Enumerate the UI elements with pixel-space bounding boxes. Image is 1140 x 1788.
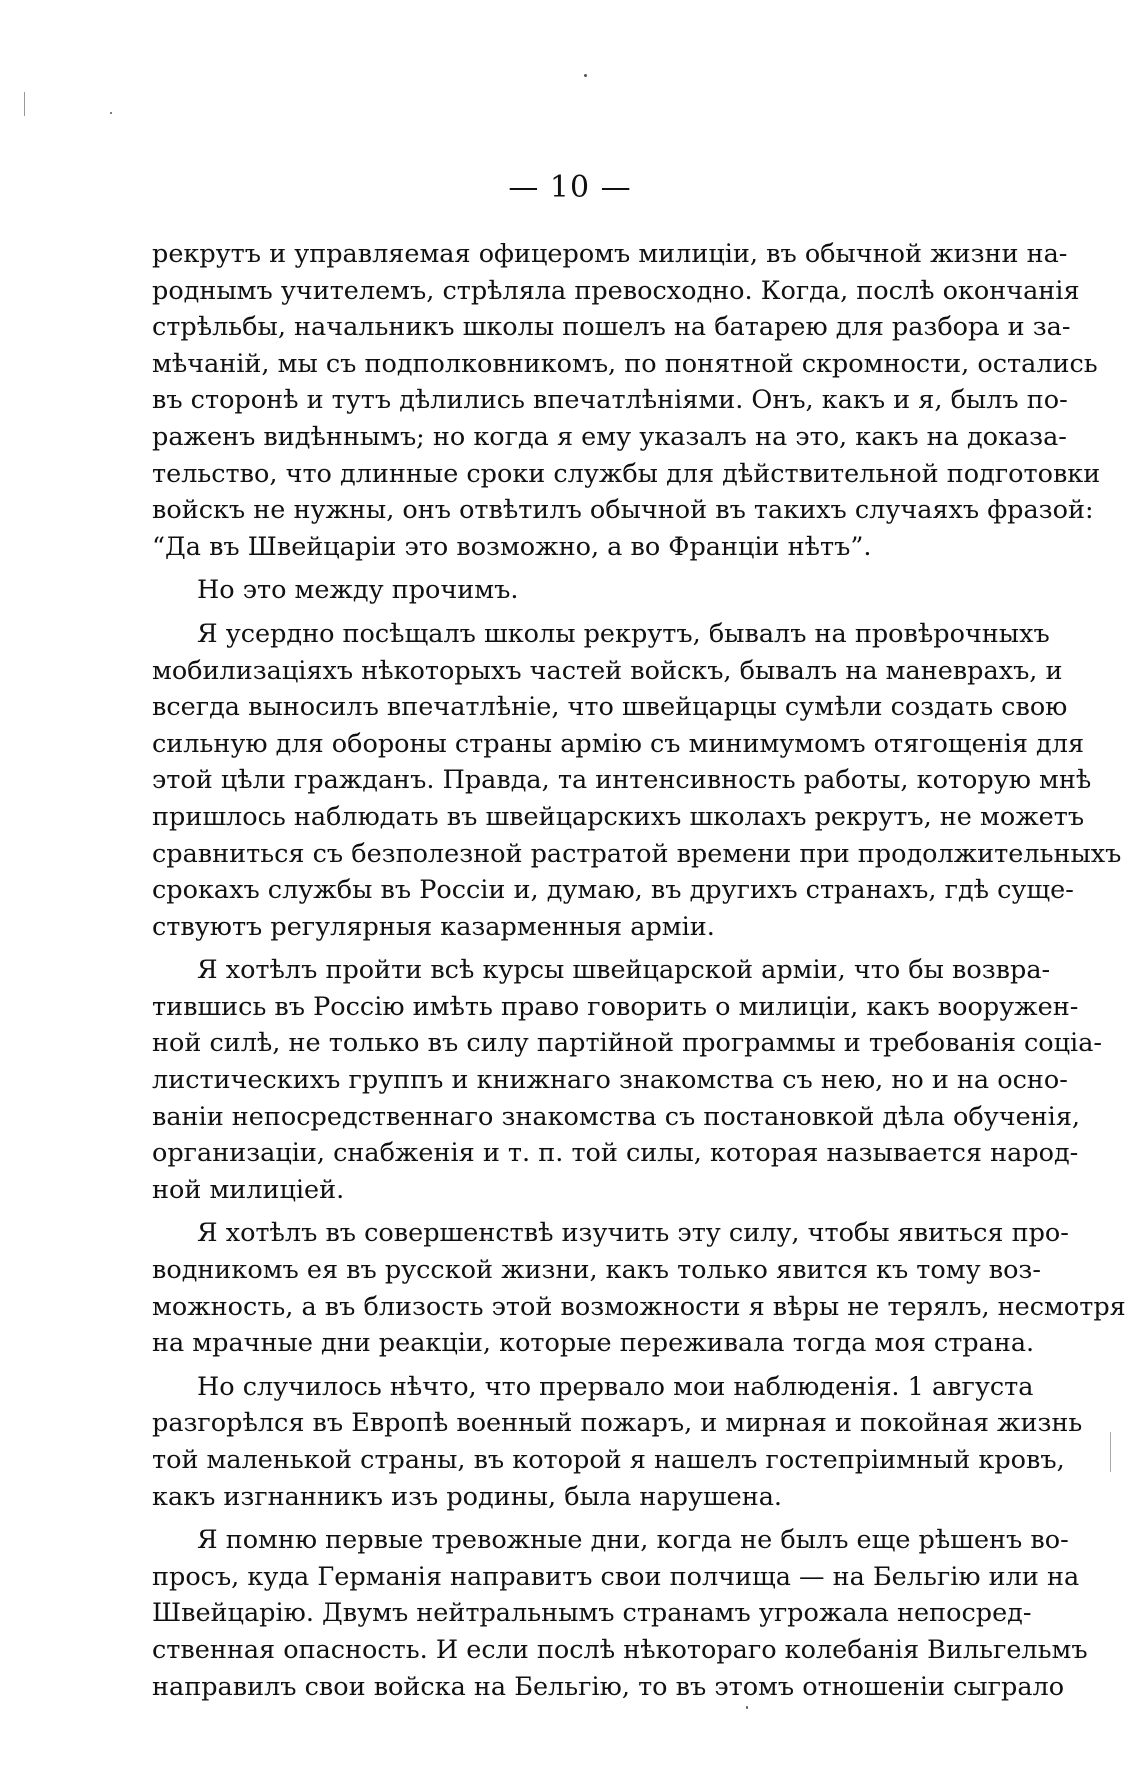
- text-line: ствуютъ регулярныя казарменныя арміи.: [152, 911, 715, 942]
- text-line: можность, а въ близость этой возможности я вѣры не терялъ, несмотря: [152, 1291, 1126, 1322]
- text-line: сравниться съ безполезной растратой времени при продолжительныхъ: [152, 838, 1122, 869]
- text-line: рекрутъ и управляемая офицеромъ милиціи, въ обычной жизни на-: [152, 239, 1068, 269]
- text-line: Швейцарію. Двумъ нейтральнымъ странамъ угрожала непосред-: [152, 1598, 1032, 1629]
- text-line: срокахъ службы въ Россіи и, думаю, въ другихъ странахъ, гдѣ суще-: [152, 875, 1074, 906]
- text-line: роднымъ учителемъ, стрѣляла превосходно. Когда, послѣ окончанія: [152, 275, 1080, 306]
- text-line: ваніи непосредственнаго знакомства съ постановкой дѣла обученія,: [152, 1101, 1081, 1132]
- text-line: стрѣльбы, начальникъ школы пошелъ на батарею для разбора и за-: [152, 312, 1071, 343]
- scan-speck: [110, 112, 112, 114]
- paragraph: [152, 236, 1101, 565]
- text-line: какъ изгнанникъ изъ родины, была нарушена.: [152, 1481, 783, 1512]
- text-line: водникомъ ея въ русской жизни, какъ только явится къ тому воз-: [152, 1255, 1041, 1286]
- text-line: “Да въ Швейцаріи это возможно, а во Франціи нѣтъ”.: [152, 531, 872, 562]
- page-number: — 10 —: [508, 170, 632, 205]
- text-line: Но случилось нѣчто, что прервало мои наблюденія. 1 августа: [197, 1371, 1034, 1402]
- text-line: мобилизаціяхъ нѣкоторыхъ частей войскъ, бывалъ на маневрахъ, и: [152, 655, 1063, 686]
- text-line: ной силѣ, не только въ силу партійной программы и требованія соціа-: [152, 1028, 1103, 1059]
- paragraph: [152, 572, 1018, 609]
- text-line: той маленькой страны, въ которой я нашелъ гостепріимный кровъ,: [152, 1445, 1065, 1475]
- text-line: организаціи, снабженія и т. п. той силы, которая называется народ-: [152, 1138, 1079, 1169]
- text-line: просъ, куда Германія направитъ свои полчища — на Бельгію или на: [152, 1561, 1080, 1592]
- text-line: раженъ видѣннымъ; но когда я ему указалъ на это, какъ на доказа-: [152, 421, 1067, 452]
- text-line: мѣчаній, мы съ подполковникомъ, по понятной скромности, остались: [152, 348, 1098, 379]
- text-line: на мрачные дни реакціи, которые переживала тогда моя страна.: [152, 1328, 1035, 1359]
- text-line: пришлось наблюдать въ швейцарскихъ школахъ рекрутъ, не можетъ: [152, 801, 1085, 832]
- scan-speck: [24, 92, 25, 116]
- text-line: сильную для обороны страны армію съ минимумомъ отягощенія для: [152, 728, 1085, 759]
- text-line: ственная опасность. И если послѣ нѣкотораго колебанія Вильгельмъ: [152, 1634, 1088, 1665]
- text-line: въ сторонѣ и тутъ дѣлились впечатлѣніями. Онъ, какъ и я, былъ по-: [152, 385, 1068, 416]
- text-line: листическихъ группъ и книжнаго знакомства съ нею, но и на осно-: [152, 1065, 1068, 1096]
- scan-speck: [584, 74, 587, 77]
- text-line: этой цѣли гражданъ. Правда, та интенсивность работы, которую мнѣ: [152, 765, 1092, 796]
- paragraph: [152, 1215, 1126, 1361]
- paragraph: [152, 1369, 1083, 1515]
- paragraph: [152, 952, 1103, 1208]
- text-line: тившись въ Россію имѣть право говорить о милиціи, какъ вооружен-: [152, 991, 1079, 1022]
- paragraph: [152, 1522, 1088, 1705]
- scan-speck: [746, 1706, 748, 1709]
- text-line: Я помню первые тревожные дни, когда не былъ еще рѣшенъ во-: [197, 1525, 1069, 1556]
- text-line: Я хотѣлъ въ совершенствѣ изучить эту силу, чтобы явиться про-: [197, 1218, 1069, 1249]
- body-text: [152, 236, 1126, 1705]
- text-line: ной милиціей.: [152, 1174, 345, 1205]
- text-line: Я хотѣлъ пройти всѣ курсы швейцарской арміи, что бы возвра-: [197, 955, 1051, 986]
- text-line: Но это между прочимъ.: [197, 575, 519, 606]
- paragraph: [152, 616, 1122, 945]
- text-line: направилъ свои войска на Бельгію, то въ этомъ отношеніи сыграло: [152, 1671, 1065, 1702]
- text-line: войскъ не нужны, онъ отвѣтилъ обычной въ такихъ случаяхъ фразой:: [152, 495, 1094, 526]
- text-line: Я усердно посѣщалъ школы рекрутъ, бывалъ на провѣрочныхъ: [197, 618, 1050, 649]
- text-line: разгорѣлся въ Европѣ военный пожаръ, и мирная и покойная жизнь: [152, 1408, 1083, 1439]
- text-line: всегда выносилъ впечатлѣніе, что швейцарцы сумѣли создать свою: [152, 692, 1068, 723]
- text-line: тельство, что длинные сроки службы для дѣйствительной подготовки: [152, 458, 1101, 489]
- scan-speck: [1110, 1432, 1111, 1472]
